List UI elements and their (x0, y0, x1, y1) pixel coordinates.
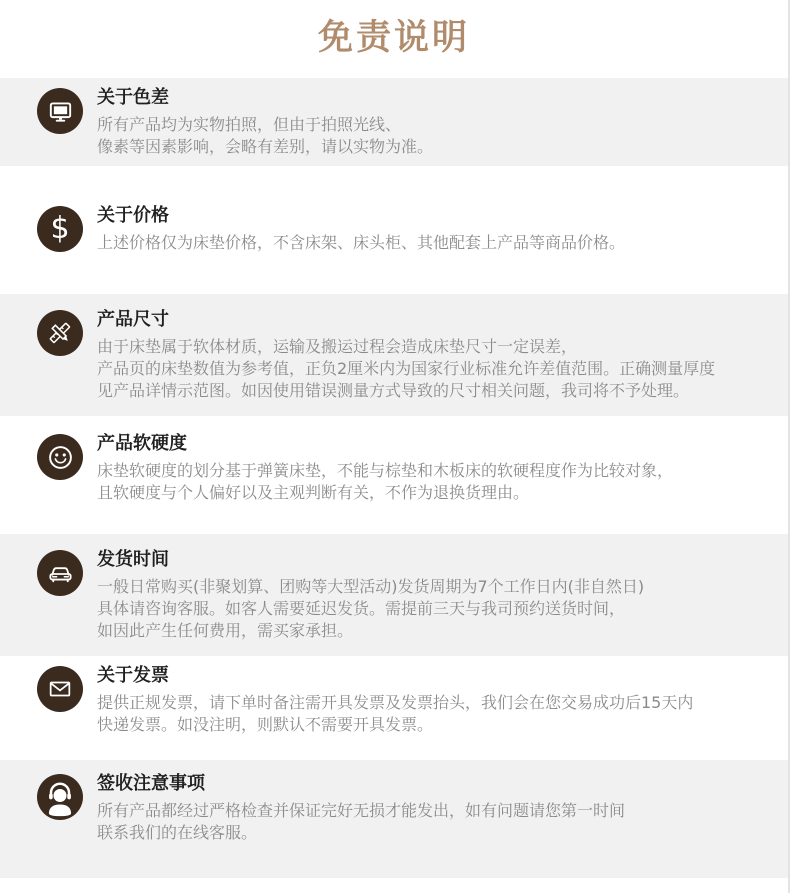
section-title: 关于发票 (97, 665, 169, 686)
section-text (97, 308, 715, 402)
smiley-icon (37, 434, 83, 480)
section-line: 一般日常购买(非聚划算、团购等大型活动)发货周期为7个工作日内(非自然日) (97, 577, 645, 596)
section-receiving-notes (0, 760, 788, 878)
envelope-icon (37, 666, 83, 712)
section-title: 关于色差 (97, 87, 169, 108)
dollar-icon (37, 206, 83, 252)
section-title: 产品软硬度 (97, 433, 187, 454)
section-line: 所有产品都经过严格检查并保证完好无损才能发出，如有问题请您第一时间 (97, 801, 626, 820)
section-line: 床垫软硬度的划分基于弹簧床垫，不能与棕垫和木板床的软硬程度作为比较对象， (97, 461, 674, 480)
section-line: 上述价格仅为床垫价格，不含床架、床头柜、其他配套上产品等商品价格。 (97, 233, 626, 252)
section-title: 发货时间 (97, 549, 169, 570)
section-line: 快递发票。如没注明，则默认不需要开具发票。 (97, 715, 434, 734)
section-line: 见产品详情示范图。如因使用错误测量方式导致的尺寸相关问题，我司将不予处理。 (97, 381, 690, 400)
section-shipping-time (0, 534, 788, 656)
dollar-glyph: $ (50, 211, 70, 246)
section-invoice (0, 656, 788, 760)
section-line: 所有产品均为实物拍照，但由于拍照光线、 (97, 115, 402, 134)
ruler-pencil-icon (37, 310, 83, 356)
customer-service-icon (37, 774, 83, 820)
section-line: 提供正规发票，请下单时备注需开具发票及发票抬头，我们会在您交易成功后15天内 (97, 693, 694, 712)
section-title: 关于价格 (97, 205, 169, 226)
section-line: 具体请咨询客服。如客人需要延迟发货。需提前三天与我司预约送货时间， (97, 599, 626, 618)
section-line: 产品页的床垫数值为参考值，正负2厘米内为国家行业标准允许差值范围。正确测量厚度 (97, 359, 716, 378)
section-line: 且软硬度与个人偏好以及主观判断有关，不作为退换货理由。 (97, 483, 530, 502)
section-line: 由于床垫属于软体材质，运输及搬运过程会造成床垫尺寸一定误差， (97, 337, 578, 356)
section-title: 产品尺寸 (97, 309, 169, 330)
section-text (97, 432, 673, 504)
page-title: 免责说明 (317, 18, 470, 58)
section-firmness (0, 416, 788, 534)
section-line: 如因此产生任何费用，需买家承担。 (97, 621, 354, 640)
section-line: 像素等因素影响，会略有差别，请以实物为准。 (97, 137, 434, 156)
section-title: 签收注意事项 (97, 773, 205, 794)
section-text (97, 664, 693, 736)
section-text (97, 86, 433, 158)
page-header (0, 0, 788, 60)
section-text (97, 772, 625, 844)
section-product-size (0, 294, 788, 416)
section-line: 联系我们的在线客服。 (97, 823, 258, 842)
section-price (0, 166, 788, 294)
section-text (97, 548, 644, 642)
section-text (97, 204, 625, 254)
section-color-difference (0, 78, 788, 166)
bottom-spacer (0, 878, 788, 893)
monitor-icon (37, 88, 83, 134)
car-icon (37, 550, 83, 596)
